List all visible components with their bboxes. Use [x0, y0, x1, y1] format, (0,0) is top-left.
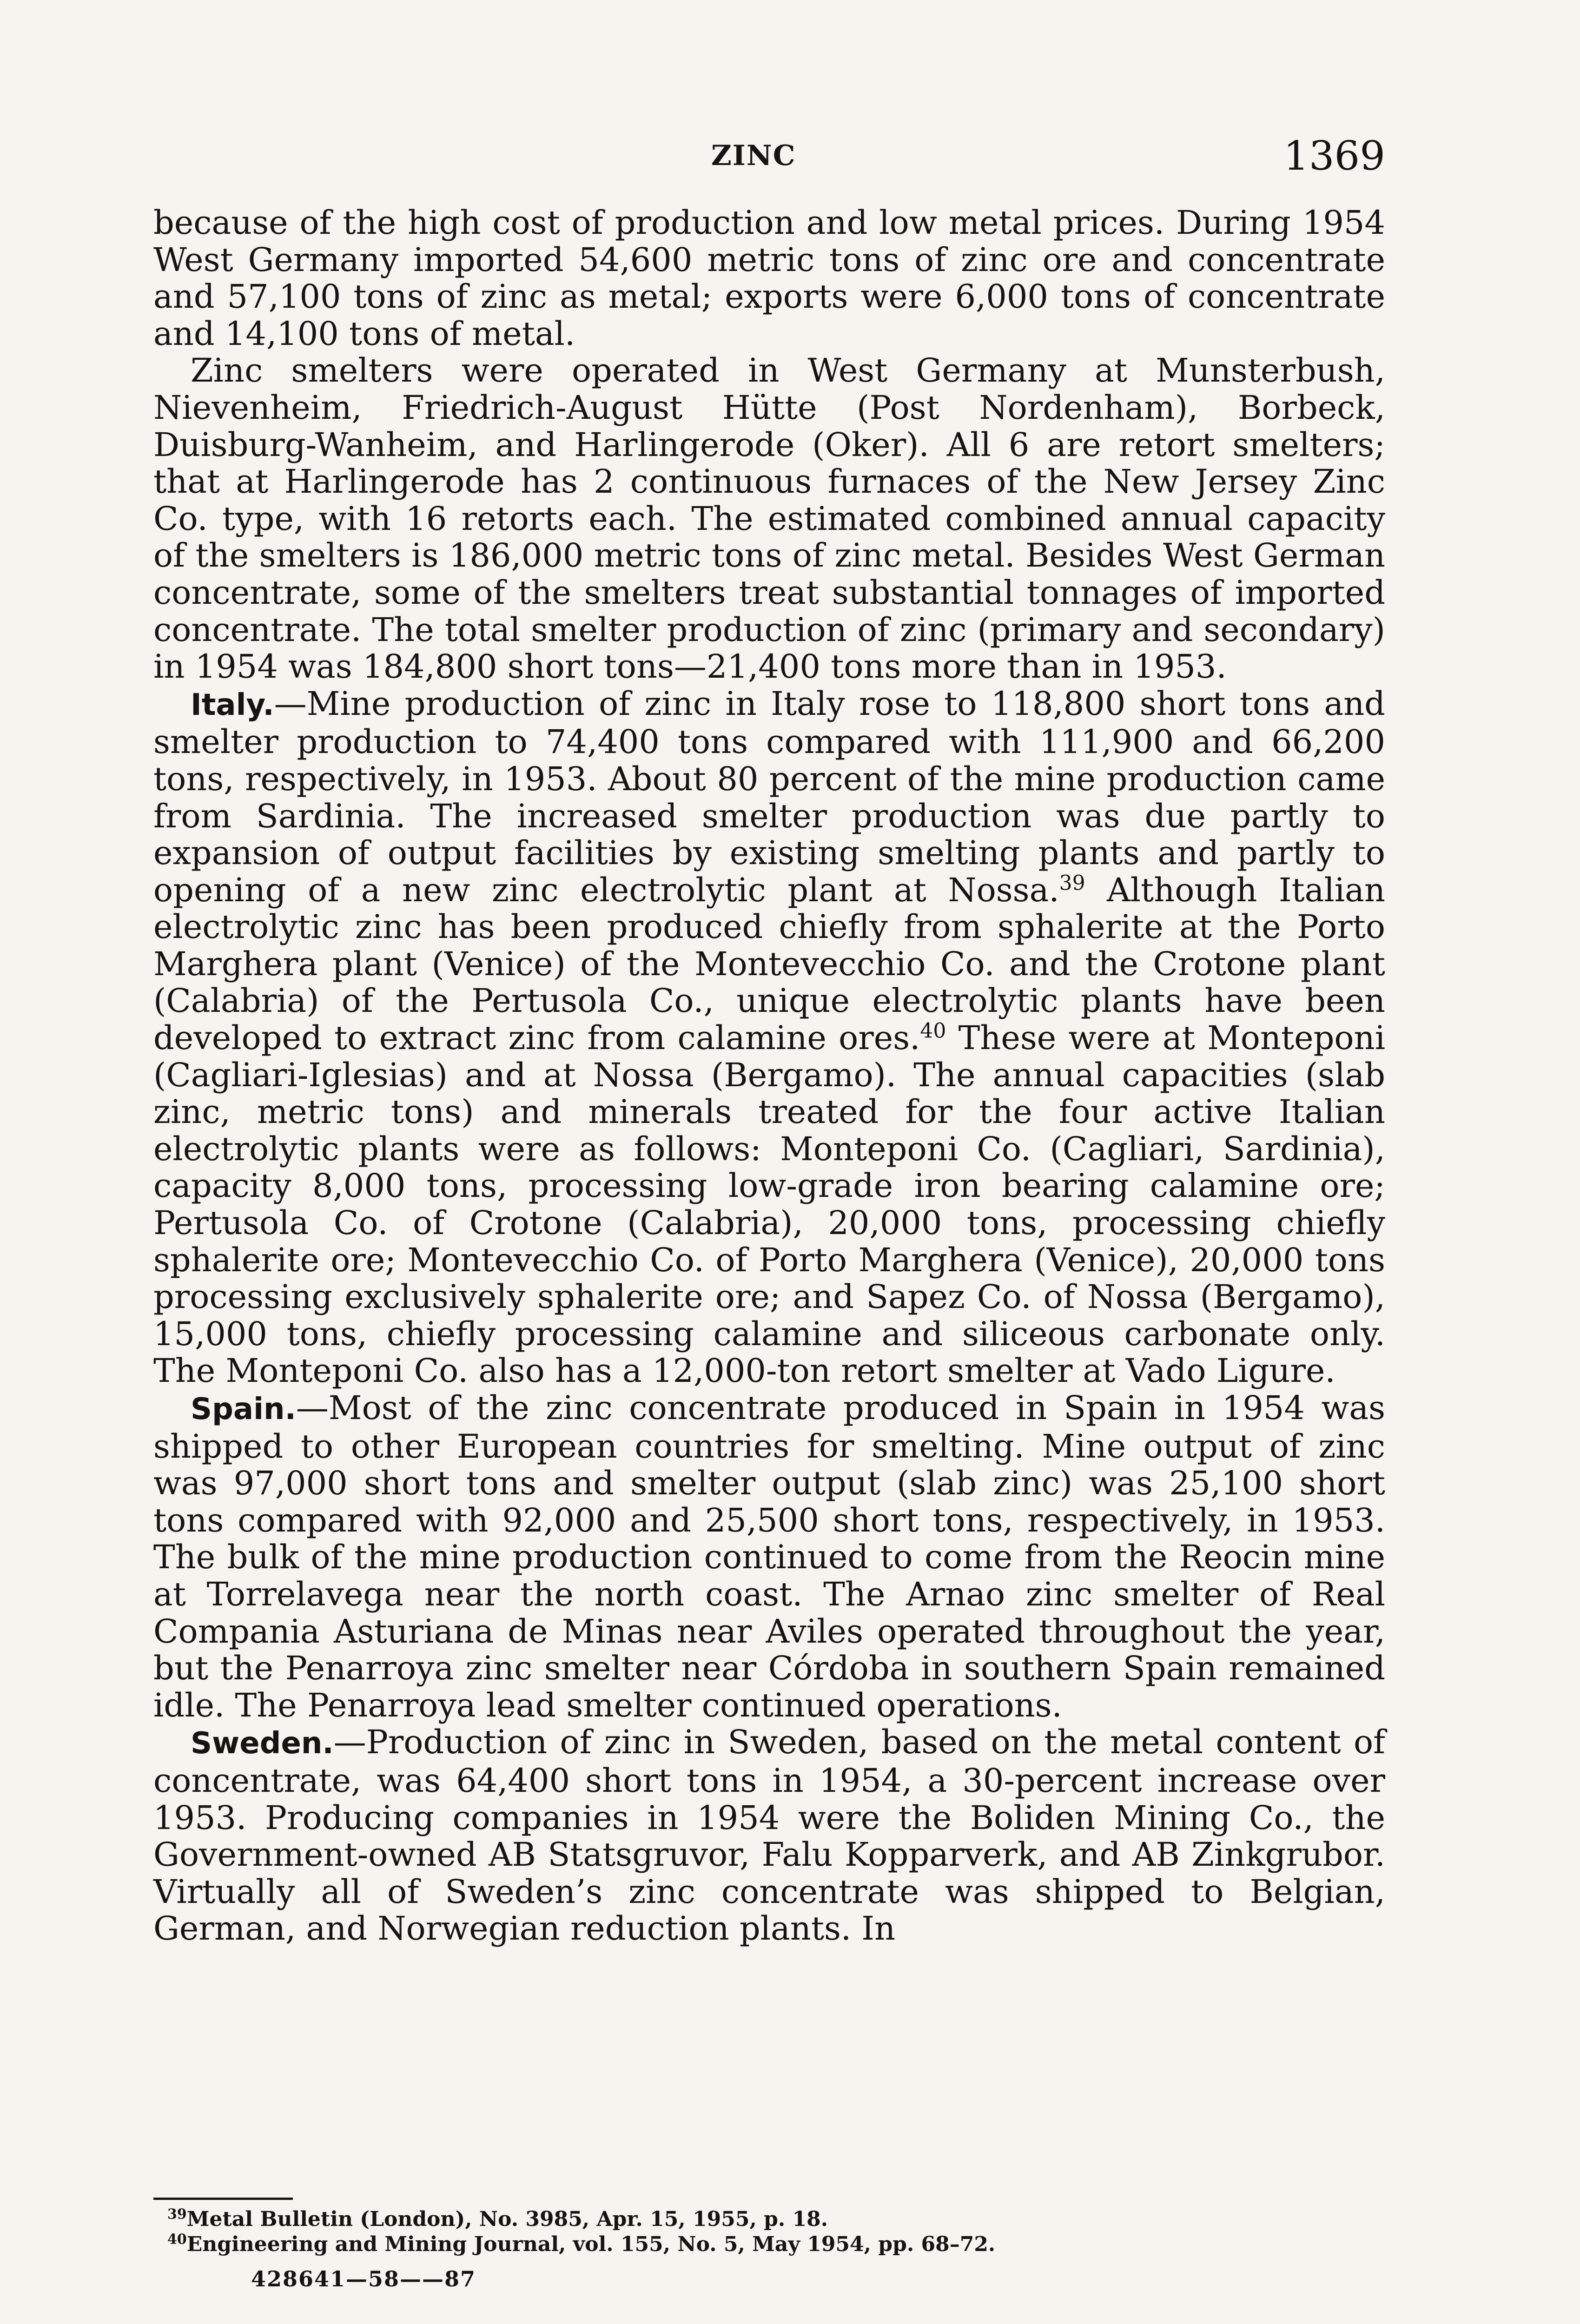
section-lead-italy: Italy. [191, 687, 274, 722]
body-text [153, 205, 1385, 1948]
paragraph-sweden [153, 1724, 1385, 1948]
sweden-text: —Production of zinc in Sweden, based on the metal content of concentrate, was 64,400 short tons in 1954, a 30-percent increase over 1953. Producing companies in 1954 were the Boliden Mining Co., the Government-owned AB Statsgruvor, Falu Kopparverk, and AB Zinkgrubor. Virtually all of Sweden’s zinc concentrate was shipped to Belgian, German, and Norwegian reduction plants. In [153, 1723, 1385, 1948]
footnote-mark-40: 40 [167, 2231, 187, 2248]
italy-text-part-2: Although Italian electrolytic zinc has been produced chiefly from sphalerite at the Porto Marghera plant (Venice) of the Montevecchio Co. and the Crotone plant (Calabria) of the Pertusola Co., unique electrolytic plants have been developed to extract zinc from calamine ores. [153, 871, 1385, 1057]
paragraph-italy [153, 686, 1385, 1390]
footnote-ref-39: 39 [1059, 871, 1085, 895]
footnote-mark-39: 39 [167, 2206, 187, 2223]
footnote-39 [167, 2207, 1329, 2232]
footnote-40 [167, 2232, 1329, 2257]
footnote-text-39: Metal Bulletin (London), No. 3985, Apr. 15, 1955, p. 18. [186, 2207, 828, 2231]
spain-text: —Most of the zinc concentrate produced in Spain in 1954 was shipped to other European countries for smelting. Mine output of zinc was 97,000 short tons and smelter output (slab zinc) was 25,100 short tons compared with 92,000 and 25,500 short tons, respectively, in 1953. The bulk of the mine production continued to come from the Reocin mine at Torrelavega near the north coast. The Arnao zinc smelter of Real Compania Asturiana de Minas near Aviles operated throughout the year, but the Penarroya zinc smelter near Córdoba in southern Spain remained idle. The Penarroya lead smelter continued operations. [153, 1389, 1385, 1724]
footnote-divider [153, 2198, 293, 2200]
page-number: 1369 [1283, 133, 1385, 179]
paragraph-germany-trade: because of the high cost of production and low metal prices. During 1954 West Germany imported 54,600 metric tons of zinc ore and concentrate and 57,100 tons of zinc as metal; exports were 6,000 tons of concentrate and 14,100 tons of metal. [153, 204, 1385, 353]
italy-text-part-1: —Mine production of zinc in Italy rose to 118,800 short tons and smelter production to 74,400 tons compared with 111,900 and 66,200 tons, respectively, in 1953. About 80 percent of the mine production came from Sardinia. The increased smelter production was due partly to expansion of output facilities by existing smelting plants and partly to opening of a new zinc electrolytic plant at Nossa. [153, 684, 1385, 909]
page-header [153, 133, 1385, 191]
footnote-text-40: Engineering and Mining Journal, vol. 155, No. 5, May 1954, pp. 68–72. [186, 2232, 996, 2256]
print-code: 428641—58——87 [251, 2266, 476, 2291]
paragraph-spain [153, 1390, 1385, 1724]
paragraph-germany-smelters: Zinc smelters were operated in West Germany at Munsterbush, Nievenheim, Friedrich-August Hütte (Post Nordenham), Borbeck, Duisburg-Wanheim, and Harlingerode (Oker). All 6 are retort smelters; that at Harlingerode has 2 continuous furnaces of the New Jersey Zinc Co. type, with 16 retorts each. The estimated combined annual capacity of the smelters is 186,000 metric tons of zinc metal. Besides West German concentrate, some of the smelters treat substantial tonnages of imported concentrate. The total smelter production of zinc (primary and secondary) in 1954 was 184,800 short tons—21,400 tons more than in 1953. [153, 351, 1385, 686]
section-lead-spain: Spain. [191, 1392, 296, 1426]
section-lead-sweden: Sweden. [191, 1726, 334, 1761]
footnote-ref-40: 40 [920, 1019, 946, 1043]
running-title: ZINC [711, 139, 796, 172]
footnotes [167, 2207, 1329, 2257]
italy-text-part-3: These were at Monteponi (Cagliari-Iglesias) and at Nossa (Bergamo). The annual capacities (slab zinc, metric tons) and minerals treated for the four active Italian electrolytic plants were as follows: Monteponi Co. (Cagliari, Sardinia), capacity 8,000 tons, processing low-grade iron bearing calamine ore; Pertusola Co. of Crotone (Calabria), 20,000 tons, processing chiefly sphalerite ore; Montevecchio Co. of Porto Marghera (Venice), 20,000 tons processing exclusively sphalerite ore; and Sapez Co. of Nossa (Bergamo), 15,000 tons, chiefly processing calamine and siliceous carbonate only. The Monteponi Co. also has a 12,000-ton retort smelter at Vado Ligure. [153, 1019, 1385, 1390]
